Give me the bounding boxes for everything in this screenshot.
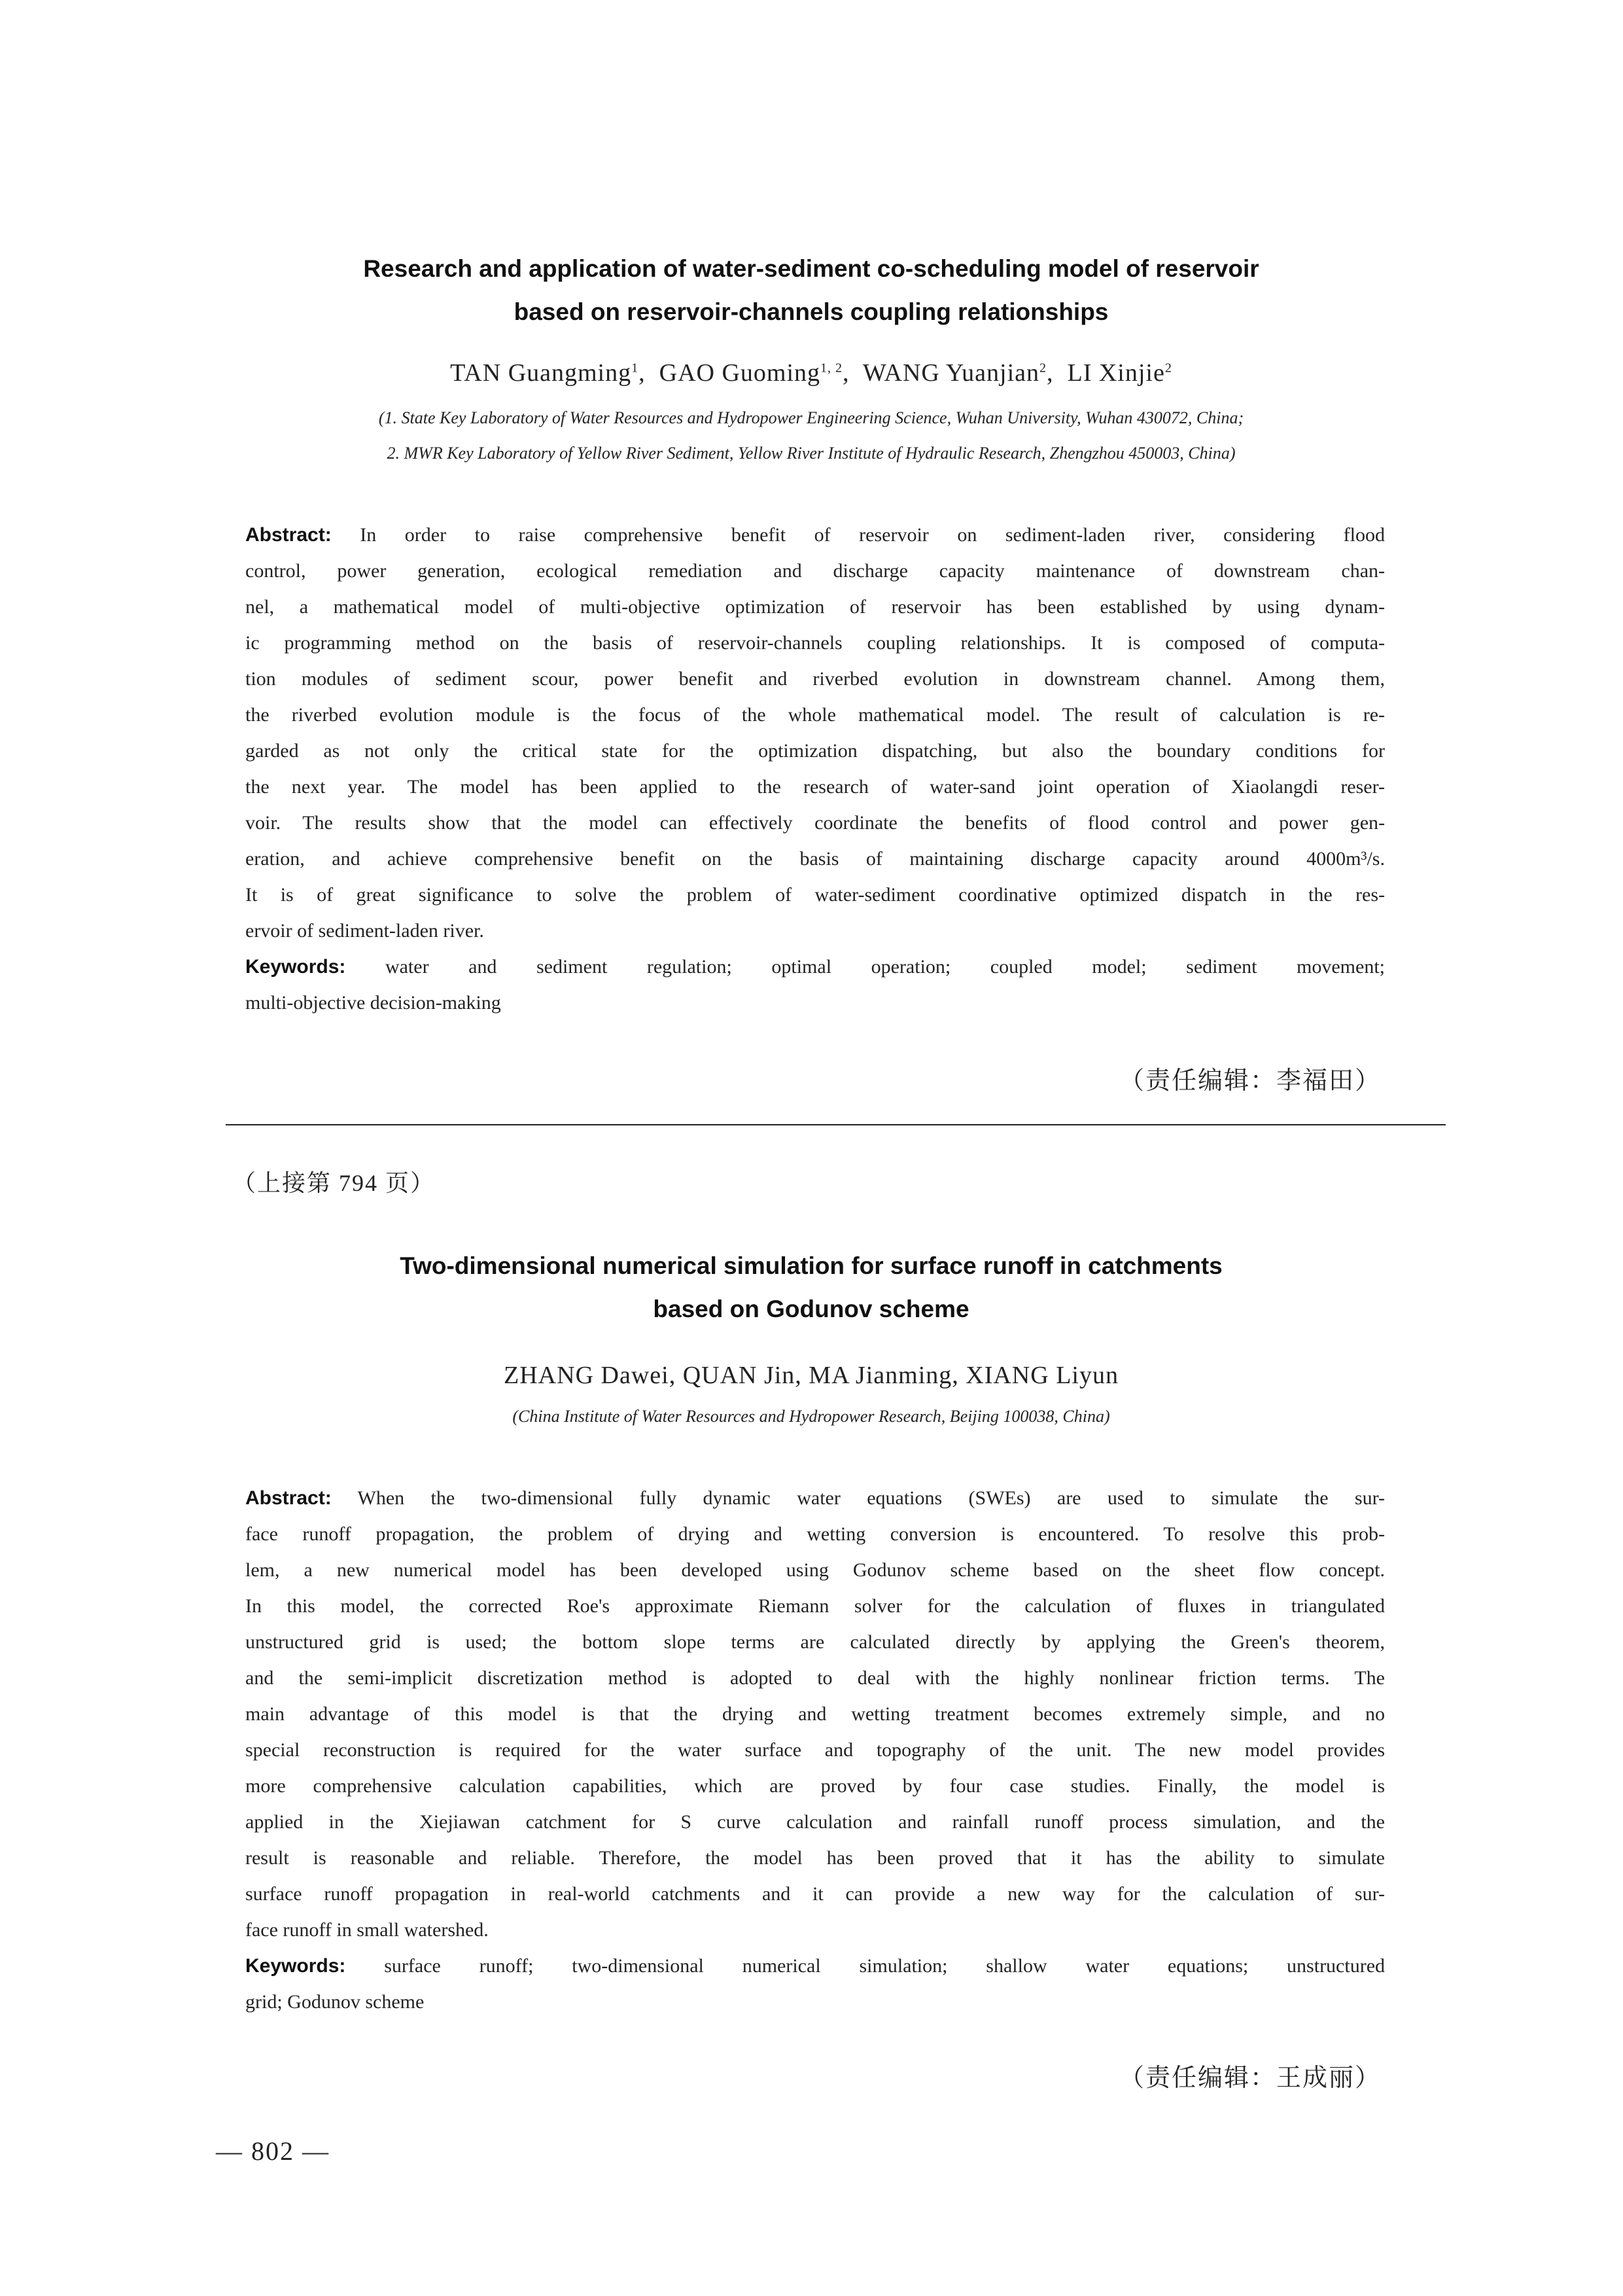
article1-editor-note: （责任编辑：李福田）	[1119, 1067, 1381, 1095]
abstract-line: more comprehensive calculation capabilities, which are proved by four case studies. Finally, the model is	[245, 1775, 1385, 1797]
abstract-line: unstructured grid is used; the bottom slope terms are calculated directly by applying the Green's theorem,	[245, 1631, 1385, 1653]
author-affil-sup: 1	[631, 361, 639, 376]
abstract-line: special reconstruction is required for the water surface and topography of the unit. The new model provides	[245, 1739, 1385, 1761]
continued-from-note: （上接第 794 页）	[232, 1170, 436, 1196]
section-divider	[226, 1124, 1446, 1125]
keywords-line: Keywords: water and sediment regulation; optimal operation; coupled model; sediment movement;	[245, 956, 1386, 978]
abstract-label: Abstract:	[245, 524, 332, 546]
author-name: TAN Guangming	[450, 359, 632, 387]
article1-title-line1: Research and application of water-sediment co-scheduling model of reservoir	[363, 255, 1259, 282]
abstract-line: result is reasonable and reliable. Therefore, the model has been proved that it has the ability to simulate	[245, 1847, 1385, 1869]
article1-title	[196, 247, 1426, 334]
abstract-line: Abstract: In order to raise comprehensive benefit of reservoir on sediment-laden river, considering flood	[245, 524, 1385, 546]
abstract-line: face runoff propagation, the problem of drying and wetting conversion is encountered. To resolve this prob-	[245, 1523, 1385, 1545]
abstract-line: ic programming method on the basis of reservoir-channels coupling relationships. It is composed of computa-	[245, 632, 1385, 654]
article2-authors: ZHANG Dawei, QUAN Jin, MA Jianming, XIANG Liyun	[504, 1362, 1119, 1389]
abstract-line: the next year. The model has been applied to the research of water-sand joint operation of Xiaolangdi reser-	[245, 776, 1385, 798]
author-affil-sup: 2	[1164, 361, 1172, 376]
affiliation-line: 2. MWR Key Laboratory of Yellow River Sediment, Yellow River Institute of Hydraulic Research, Zhengzhou 450003, China)	[387, 444, 1236, 463]
article2-title-line1: Two-dimensional numerical simulation for surface runoff in catchments	[400, 1252, 1223, 1279]
abstract-line: ervoir of sediment-laden river.	[245, 920, 484, 942]
article2-affiliation	[196, 1399, 1426, 1434]
abstract-line: lem, a new numerical model has been developed using Godunov scheme based on the sheet flow concept.	[245, 1559, 1385, 1581]
affiliation-line: (1. State Key Laboratory of Water Resources and Hydropower Engineering Science, Wuhan University, Wuhan 430072, China;	[378, 408, 1244, 427]
author-affil-sup: 1, 2	[820, 361, 843, 376]
author-name: LI Xinjie	[1067, 359, 1165, 387]
article2-title-line2: based on Godunov scheme	[653, 1296, 969, 1322]
abstract-line: tion modules of sediment scour, power benefit and riverbed evolution in downstream channel. Among them,	[245, 668, 1385, 690]
abstract-line: face runoff in small watershed.	[245, 1919, 489, 1941]
article1-abstract	[245, 517, 1385, 1021]
keywords-label: Keywords:	[245, 1955, 346, 1977]
abstract-line: It is of great significance to solve the problem of water-sediment coordinative optimized dispatch in the res-	[245, 884, 1385, 906]
article2-abstract	[245, 1480, 1385, 2020]
abstract-line: control, power generation, ecological remediation and discharge capacity maintenance of downstream chan-	[245, 560, 1385, 582]
abstract-line: garded as not only the critical state for the optimization dispatching, but also the boundary conditions for	[245, 740, 1385, 762]
abstract-line: the riverbed evolution module is the focus of the whole mathematical model. The result of calculation is re-	[245, 704, 1385, 726]
article2-title	[196, 1245, 1426, 1331]
abstract-line: applied in the Xiejiawan catchment for S curve calculation and rainfall runoff process simulation, and the	[245, 1811, 1385, 1833]
author-affil-sup: 2	[1039, 361, 1047, 376]
keywords-line: multi-objective decision-making	[245, 992, 501, 1014]
article1-title-line2: based on reservoir-channels coupling relationships	[514, 298, 1109, 325]
article2-editor-note: （责任编辑：王成丽）	[1119, 2064, 1381, 2092]
abstract-label: Abstract:	[245, 1487, 332, 1509]
page-number: — 802 —	[216, 2136, 330, 2166]
abstract-line: and the semi-implicit discretization method is adopted to deal with the highly nonlinear friction terms. The	[245, 1667, 1385, 1689]
keywords-label: Keywords:	[245, 956, 346, 978]
abstract-line: In this model, the corrected Roe's approximate Riemann solver for the calculation of fluxes in triangulated	[245, 1595, 1385, 1617]
keywords-line: grid; Godunov scheme	[245, 1991, 425, 2013]
keywords-line: Keywords: surface runoff; two-dimensional numerical simulation; shallow water equations; unstructured	[245, 1955, 1386, 1977]
author-name: GAO Guoming	[659, 359, 821, 387]
abstract-line: Abstract: When the two-dimensional fully dynamic water equations (SWEs) are used to simulate the sur-	[245, 1487, 1385, 1509]
author-name: WANG Yuanjian	[862, 359, 1039, 387]
abstract-line: nel, a mathematical model of multi-objective optimization of reservoir has been established by using dynam-	[245, 596, 1385, 618]
article1-authors: TAN Guangming$^1$, GAO Guoming$^{1, 2}$, WANG Yuanjian$^2$, LI Xinjie$^2$	[450, 359, 1172, 387]
abstract-line: eration, and achieve comprehensive benefit on the basis of maintaining discharge capacity around 4000m³/s.	[245, 848, 1385, 870]
abstract-line: main advantage of this model is that the drying and wetting treatment becomes extremely simple, and no	[245, 1703, 1385, 1725]
article1-affiliations	[196, 400, 1426, 471]
abstract-line: surface runoff propagation in real-world catchments and it can provide a new way for the calculation of sur-	[245, 1883, 1385, 1905]
affiliation-line: (China Institute of Water Resources and Hydropower Research, Beijing 100038, China)	[512, 1407, 1110, 1426]
abstract-line: voir. The results show that the model can effectively coordinate the benefits of flood control and power gen-	[245, 812, 1385, 834]
